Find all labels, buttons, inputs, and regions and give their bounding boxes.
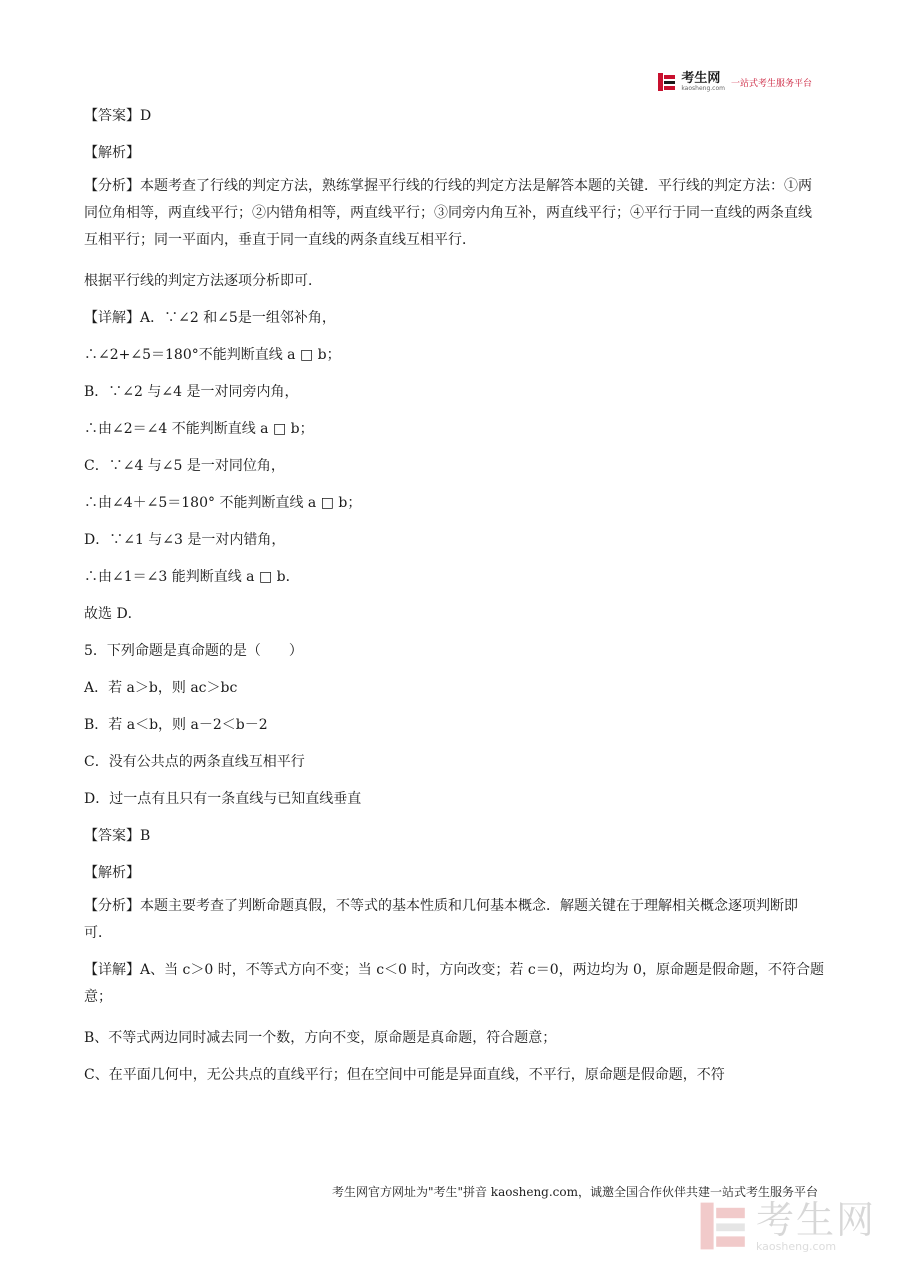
analysis-summary-4: 根据平行线的判定方法逐项分析即可． — [84, 273, 322, 289]
logo-slogan: 一站式考生服务平台 — [730, 78, 812, 89]
detail-line: ∴∠2+∠5＝180°不能判断直线 a □ b； — [84, 347, 341, 363]
analysis-paragraph-5: 【分析】本题主要考查了判断命题真假，不等式的基本性质和几何基本概念．解题关键在于理解相关概念逐项判断即可． — [84, 898, 798, 941]
kaosheng-logo-icon — [657, 72, 677, 92]
conclusion-line: 故选 D． — [84, 606, 142, 622]
question-5-option-b: B．若 a＜b，则 a－2＜b－2 — [84, 717, 268, 733]
logo-text — [681, 72, 725, 92]
question-5-option-d: D．过一点有且只有一条直线与已知直线垂直 — [84, 791, 362, 807]
document-body — [84, 106, 824, 1085]
watermark-name: 考生网 — [755, 1197, 876, 1242]
detail-paragraph-5c: C、在平面几何中，无公共点的直线平行；但在空间中可能是异面直线，不平行，原命题是假命题，不符 — [84, 1067, 725, 1083]
analysis-label-4: 【解析】 — [84, 145, 140, 161]
question-5-option-c: C．没有公共点的两条直线互相平行 — [84, 754, 305, 770]
logo-name: 考生网 — [681, 71, 721, 86]
question-5-stem: 5．下列命题是真命题的是（ ） — [84, 643, 303, 659]
header-logo — [657, 72, 812, 92]
question-5-option-a: A．若 a＞b，则 ac＞bc — [84, 680, 238, 696]
watermark — [698, 1197, 876, 1253]
answer-label-5: 【答案】B — [84, 828, 151, 844]
watermark-domain: kaosheng.com — [755, 1239, 837, 1253]
watermark-text — [755, 1197, 876, 1253]
detail-line: B．∵∠2 与∠4 是一对同旁内角， — [84, 384, 299, 400]
detail-line: ∴由∠4＋∠5＝180° 不能判断直线 a □ b； — [84, 495, 362, 511]
analysis-paragraph-4: 【分析】本题考查了行线的判定方法，熟练掌握平行线的行线的判定方法是解答本题的关键．平行线的判定方法：①两同位角相等，两直线平行；②内错角相等，两直线平行；③同旁内角互补，两直线平行；④平行于同一直线的两条直线互相平行；同一平面内，垂直于同一直线的两条直线互相平行． — [84, 178, 812, 248]
detail-line: C．∵∠4 与∠5 是一对同位角， — [84, 458, 285, 474]
detail-line: ∴由∠1＝∠3 能判断直线 a □ b． — [84, 569, 300, 585]
logo-domain: kaosheng.com — [681, 85, 725, 92]
detail-paragraph-5b: B、不等式两边同时减去同一个数，方向不变，原命题是真命题，符合题意； — [84, 1030, 557, 1046]
detail-paragraph-5a: 【详解】A、当 c＞0 时，不等式方向不变；当 c＜0 时，方向改变；若 c＝0，两边均为 0，原命题是假命题，不符合题意； — [84, 962, 824, 1005]
detail-line: ∴由∠2＝∠4 不能判断直线 a □ b； — [84, 421, 314, 437]
analysis-label-5: 【解析】 — [84, 865, 140, 881]
answer-label-4: 【答案】D — [84, 108, 152, 124]
page-footer: 考生网官方网址为"考生"拼音 kaosheng.com，诚邀全国合作伙伴共建一站式考生服务平台 — [331, 1185, 818, 1199]
detail-line: D．∵∠1 与∠3 是一对内错角， — [84, 532, 286, 548]
watermark-logo-icon — [698, 1200, 750, 1252]
detail-line: 【详解】A．∵∠2 和∠5是一组邻补角， — [84, 310, 336, 326]
